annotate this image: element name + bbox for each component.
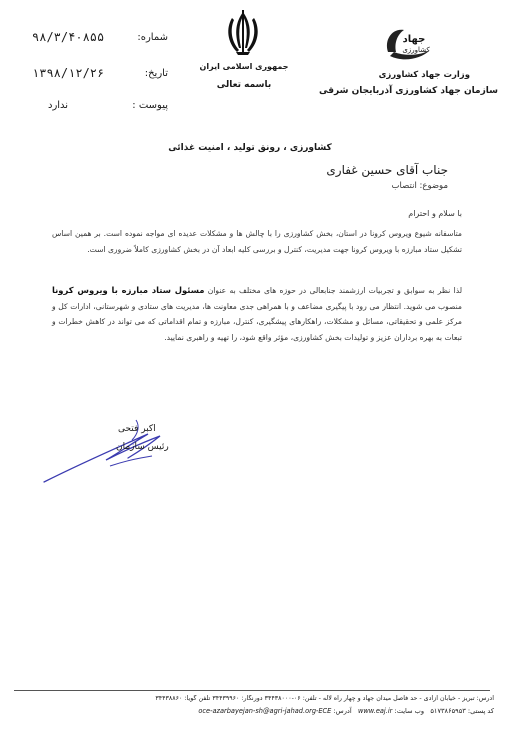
logo-text-bottom: کشاورزی: [402, 46, 430, 54]
footer-postal-code: کد پستی: ۵۱۷۳۸۶۵۹۵۳: [430, 707, 494, 715]
organization-name: سازمان جهاد کشاورزی آذربایجان شرقی: [319, 86, 498, 96]
signer-title: رئیس سازمان: [116, 442, 169, 452]
letter-number-value: ۹۸/۳/۴۰۸۵۵: [32, 30, 105, 44]
footer-divider: [14, 690, 490, 691]
signer-name: اکبر فتحی: [118, 424, 156, 434]
ministry-name: وزارت جهاد کشاورزی: [378, 70, 470, 80]
year-slogan: کشاورزی ، رونق تولید ، امنیت غذائی: [168, 143, 332, 153]
letter-date-label: تاریخ:: [144, 68, 168, 79]
letter-date-row: [18, 68, 168, 84]
iran-emblem-icon: [222, 8, 264, 58]
republic-caption: جمهوری اسلامی ایران: [199, 62, 289, 71]
appointment-title: مسئول ستاد مبارزه با ویروس کرونا: [52, 285, 205, 295]
body-paragraph-2: [52, 283, 462, 345]
footer-email-link[interactable]: oce-azarbayejan-sh@agri-jahad.org-ECE: [198, 707, 332, 715]
letter-number-label: شماره:: [137, 32, 168, 43]
footer-contact-line: [14, 707, 494, 715]
recipient-name: جناب آقای حسین غفاری: [326, 163, 448, 177]
invocation-text: باسمه تعالی: [216, 80, 272, 90]
letter-attachment-row: [18, 100, 168, 116]
footer-website-link[interactable]: www.eaj.ir: [357, 707, 393, 715]
body-paragraph-2-part-b: منصوب می شوید. انتظار می رود با پیگیری مضاعف و با همراهی جدی معاونت ها، مدیریت های ستادی و شهرستانی، ادارات کل و مرکز علمی و تحقیقاتی، مسائل و مشکلات، راهکارهای پیشگیری، کنترل، مبارزه و تمام اقداماتی که می تواند در کاهش خطرات و تبعات به بهره برداران عزیز و تولیدات بخش کشاورزی، مؤثر واقع شود، را تهیه و راهبری نمایید.: [52, 301, 462, 342]
body-paragraph-2-part-a: لذا نظر به سوابق و تجربیات ارزشمند جنابعالی در حوزه های مختلف به عنوان: [207, 286, 463, 295]
letter-subject: موضوع: انتصاب: [391, 181, 448, 191]
salutation: با سلام و احترام: [408, 209, 462, 218]
footer-website-label: وب سایت:: [394, 707, 425, 715]
footer-address: آدرس: تبریز - خیابان آزادی - حد فاصل میدان جهاد و چهار راه لاله - تلفن: ۰۶-۳۴۴۳۸۰۰۰ دورنگار: ۳۴۴۳۹۹۶۰ تلفن گویا: ۳۴۴۳۸۸۶۰: [155, 695, 494, 702]
letter-number-row: [18, 32, 168, 48]
jihad-agriculture-logo-icon: [380, 22, 438, 64]
letter-attachment-value: ندارد: [48, 100, 69, 111]
body-paragraph-1: متاسفانه شیوع ویروس کرونا در استان، بخش کشاورزی را با چالش ها و مشکلات عدیده ای مواجه نموده است. بر همین اساس تشکیل ستاد مبارزه با ویروس کرونا جهت مدیریت، کنترل و بررسی کلیه ابعاد آن در بخش کشاورزی کاملاً ضروری است.: [52, 229, 462, 254]
footer-email-label: آدرس:: [333, 707, 352, 715]
logo-text-top: جهاد: [402, 34, 426, 45]
letter-date-value: ۱۳۹۸/۱۲/۲۶: [32, 66, 105, 80]
letter-attachment-label: پیوست :: [132, 100, 168, 111]
